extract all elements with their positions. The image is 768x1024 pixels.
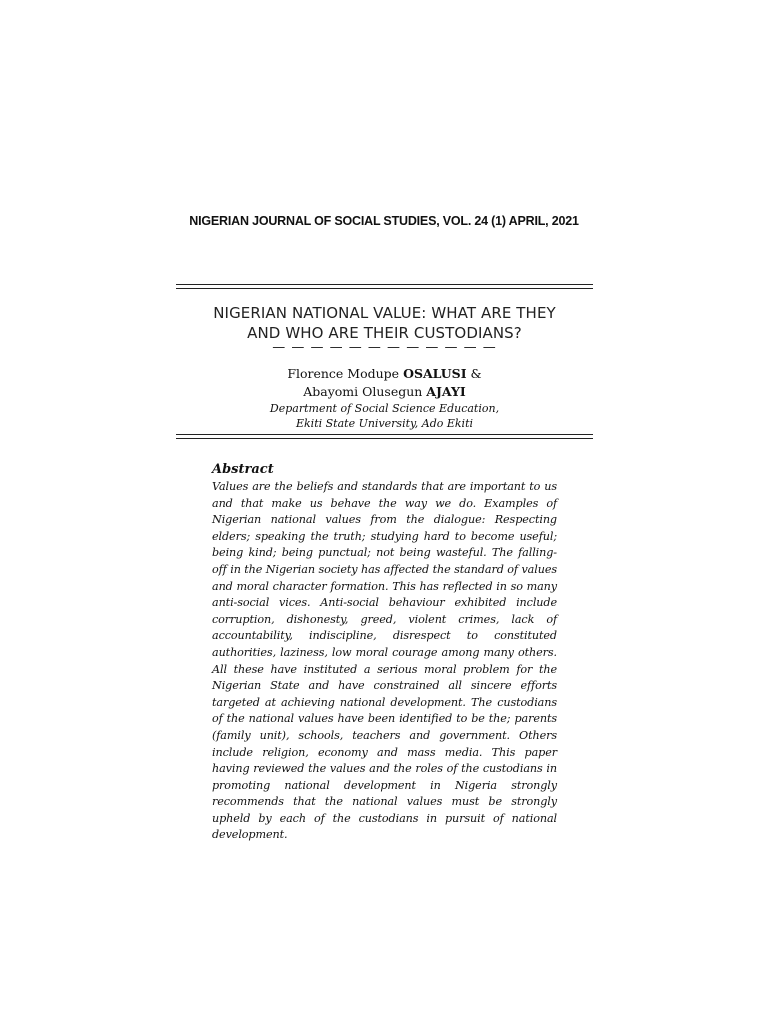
bottom-double-rule <box>176 434 593 439</box>
author-1-surname: OSALUSI <box>403 366 467 381</box>
title-line-1: NIGERIAN NATIONAL VALUE: WHAT ARE THEY <box>213 304 556 323</box>
author-2-surname: AJAYI <box>426 384 466 399</box>
title-separator: — — — — — — — — — — — — <box>272 340 497 355</box>
author-1-given-name: Florence Modupe <box>287 366 404 381</box>
author-1 <box>176 365 593 382</box>
author-2-given-name: Abayomi Olusegun <box>303 384 427 399</box>
author-2 <box>176 383 593 400</box>
top-double-rule <box>176 284 593 289</box>
article-title <box>176 303 593 343</box>
journal-header: NIGERIAN JOURNAL OF SOCIAL STUDIES, VOL. 24 (1) APRIL, 2021 <box>189 214 579 228</box>
abstract-body: Values are the beliefs and standards that are important to us and that make us behave the way we do. Examples of Nigerian national values from the dialogue: Respecting elders; speaking the truth; studying hard to become useful; being kind; being punctual; not being wasteful. The falling-off in the Nigerian society has affected the standard of values and moral character formation. This has reflected in so many anti-social vices. Anti-social behaviour exhibited include corruption, dishonesty, greed, violent crimes, lack of accountability, indiscipline, disrespect to constituted authorities, laziness, low moral courage among many others. All these have instituted a serious moral problem for the Nigerian State and have constrained all sincere efforts targeted at achieving national development. The custodians of the national values have been identified to be the; parents (family unit), schools, teachers and government. Others include religion, economy and mass media. This paper having reviewed the values and the roles of the custodians in promoting national development in Nigeria strongly recommends that the national values must be strongly upheld by each of the custodians in pursuit of national development. <box>212 480 557 842</box>
affiliation-department: Department of Social Science Education, <box>269 402 500 415</box>
author-1-suffix: & <box>466 366 482 381</box>
title-line-2: AND WHO ARE THEIR CUSTODIANS? <box>247 324 522 343</box>
affiliation-university: Ekiti State University, Ado Ekiti <box>295 417 474 430</box>
abstract-heading: Abstract <box>212 462 274 477</box>
